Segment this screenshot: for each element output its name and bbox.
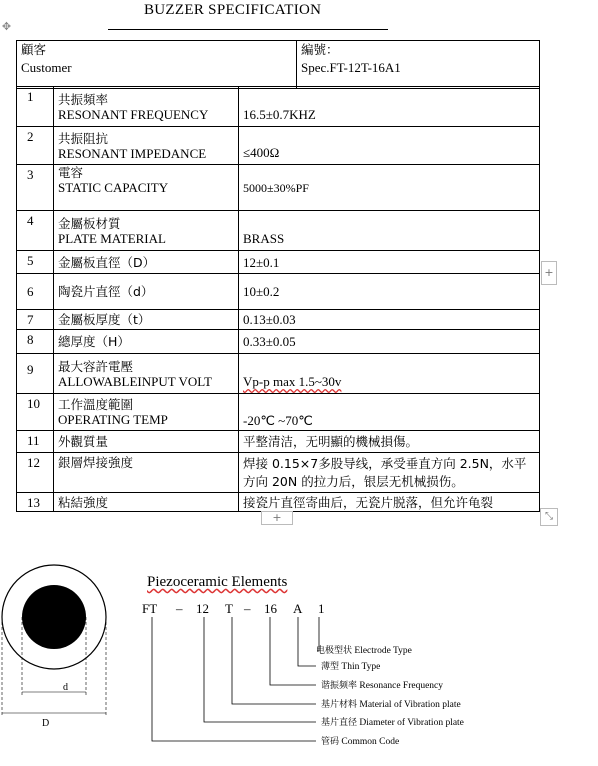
row-label: 共振頻率 RESONANT FREQUENCY [54, 87, 239, 127]
row-value: 10±0.2 [239, 274, 540, 310]
legend-item: 电极型状 Electrode Type [316, 646, 412, 656]
row-value: 焊接 0.15×7多股导线，承受垂直方向 2.5N，水平方向 20N 的拉力后，银层无机械损伤。 [239, 453, 540, 493]
table-move-handle-icon[interactable]: ✥ [1, 21, 12, 33]
code-part: – [244, 601, 251, 616]
row-value: -20℃ ~70℃ [239, 394, 540, 431]
row-value: 16.5±0.7KHZ [239, 87, 540, 127]
dim-label-d: d [63, 682, 68, 693]
row-number: 2 [17, 127, 54, 165]
code-label-zh: 編號： [301, 42, 339, 57]
row-number: 4 [17, 211, 54, 251]
customer-label-zh: 顧客 [21, 42, 47, 57]
legend-item: 基片直径 Diameter of Vibration plate [321, 718, 464, 728]
row-label: 金屬板直徑（D） [54, 251, 239, 274]
row-number: 6 [17, 274, 54, 310]
code-part: A [293, 601, 303, 616]
add-row-button[interactable]: + [261, 511, 293, 525]
row-label: 最大容許電壓 ALLOWABLEINPUT VOLT [54, 354, 239, 394]
row-value: ≤400Ω [239, 127, 540, 165]
row-number: 5 [17, 251, 54, 274]
row-value: BRASS [239, 211, 540, 251]
legend-item: 管码 Common Code [321, 737, 400, 747]
row-label: 銀層焊接強度 [54, 453, 239, 493]
code-part: 1 [318, 601, 325, 616]
row-number: 12 [17, 453, 54, 493]
code-value: Spec.FT-12T-16A1 [301, 60, 401, 75]
add-column-button[interactable]: + [541, 261, 557, 285]
row-value: Vp-p max 1.5~30v [239, 354, 540, 394]
row-value: 0.13±0.03 [239, 310, 540, 330]
row-number: 3 [17, 165, 54, 211]
code-part: 16 [264, 601, 277, 616]
dim-label-D: D [42, 718, 50, 729]
row-label: 陶瓷片直徑（d） [54, 274, 239, 310]
row-number: 7 [17, 310, 54, 330]
legend-item: 薄型 Thin Type [321, 662, 381, 672]
customer-label-en: Customer [21, 60, 72, 75]
legend-item: 基片材料 Material of Vibration plate [321, 700, 461, 710]
legend-item: 谐振频率 Resonance Frequency [321, 681, 444, 691]
elements-title: Piezoceramic Elements [147, 574, 288, 590]
row-label: 金屬板材質 PLATE MATERIAL [54, 211, 239, 251]
row-number: 11 [17, 431, 54, 453]
row-number: 8 [17, 330, 54, 354]
row-label: 外觀質量 [54, 431, 239, 453]
row-value: 平整清洁，无明顯的機械損傷。 [239, 431, 540, 453]
row-label: 總厚度（H） [54, 330, 239, 354]
code-part: – [176, 601, 183, 616]
resize-table-handle-icon[interactable]: ⤡ [540, 508, 558, 526]
row-number: 13 [17, 493, 54, 512]
row-number: 10 [17, 394, 54, 431]
row-label: 工作溫度範圍 OPERATING TEMP [54, 394, 239, 431]
row-label: 共振阻抗 RESONANT IMPEDANCE [54, 127, 239, 165]
code-part: FT [142, 601, 158, 616]
row-label: 金屬板厚度（t） [54, 310, 239, 330]
row-number: 1 [17, 87, 54, 127]
row-value: 接瓷片直徑寄曲后，无瓷片脱落，但允许龟裂 [239, 493, 540, 512]
row-value: 12±0.1 [239, 251, 540, 274]
code-part: T [225, 601, 233, 616]
row-number: 9 [17, 354, 54, 394]
row-value: 0.33±0.05 [239, 330, 540, 354]
row-label: 粘結強度 [54, 493, 239, 512]
document-title: BUZZER SPECIFICATION [144, 2, 322, 18]
code-part: 12 [196, 601, 209, 616]
row-label: 電容 STATIC CAPACITY [54, 165, 239, 211]
row-value: 5000±30%PF [239, 165, 540, 211]
